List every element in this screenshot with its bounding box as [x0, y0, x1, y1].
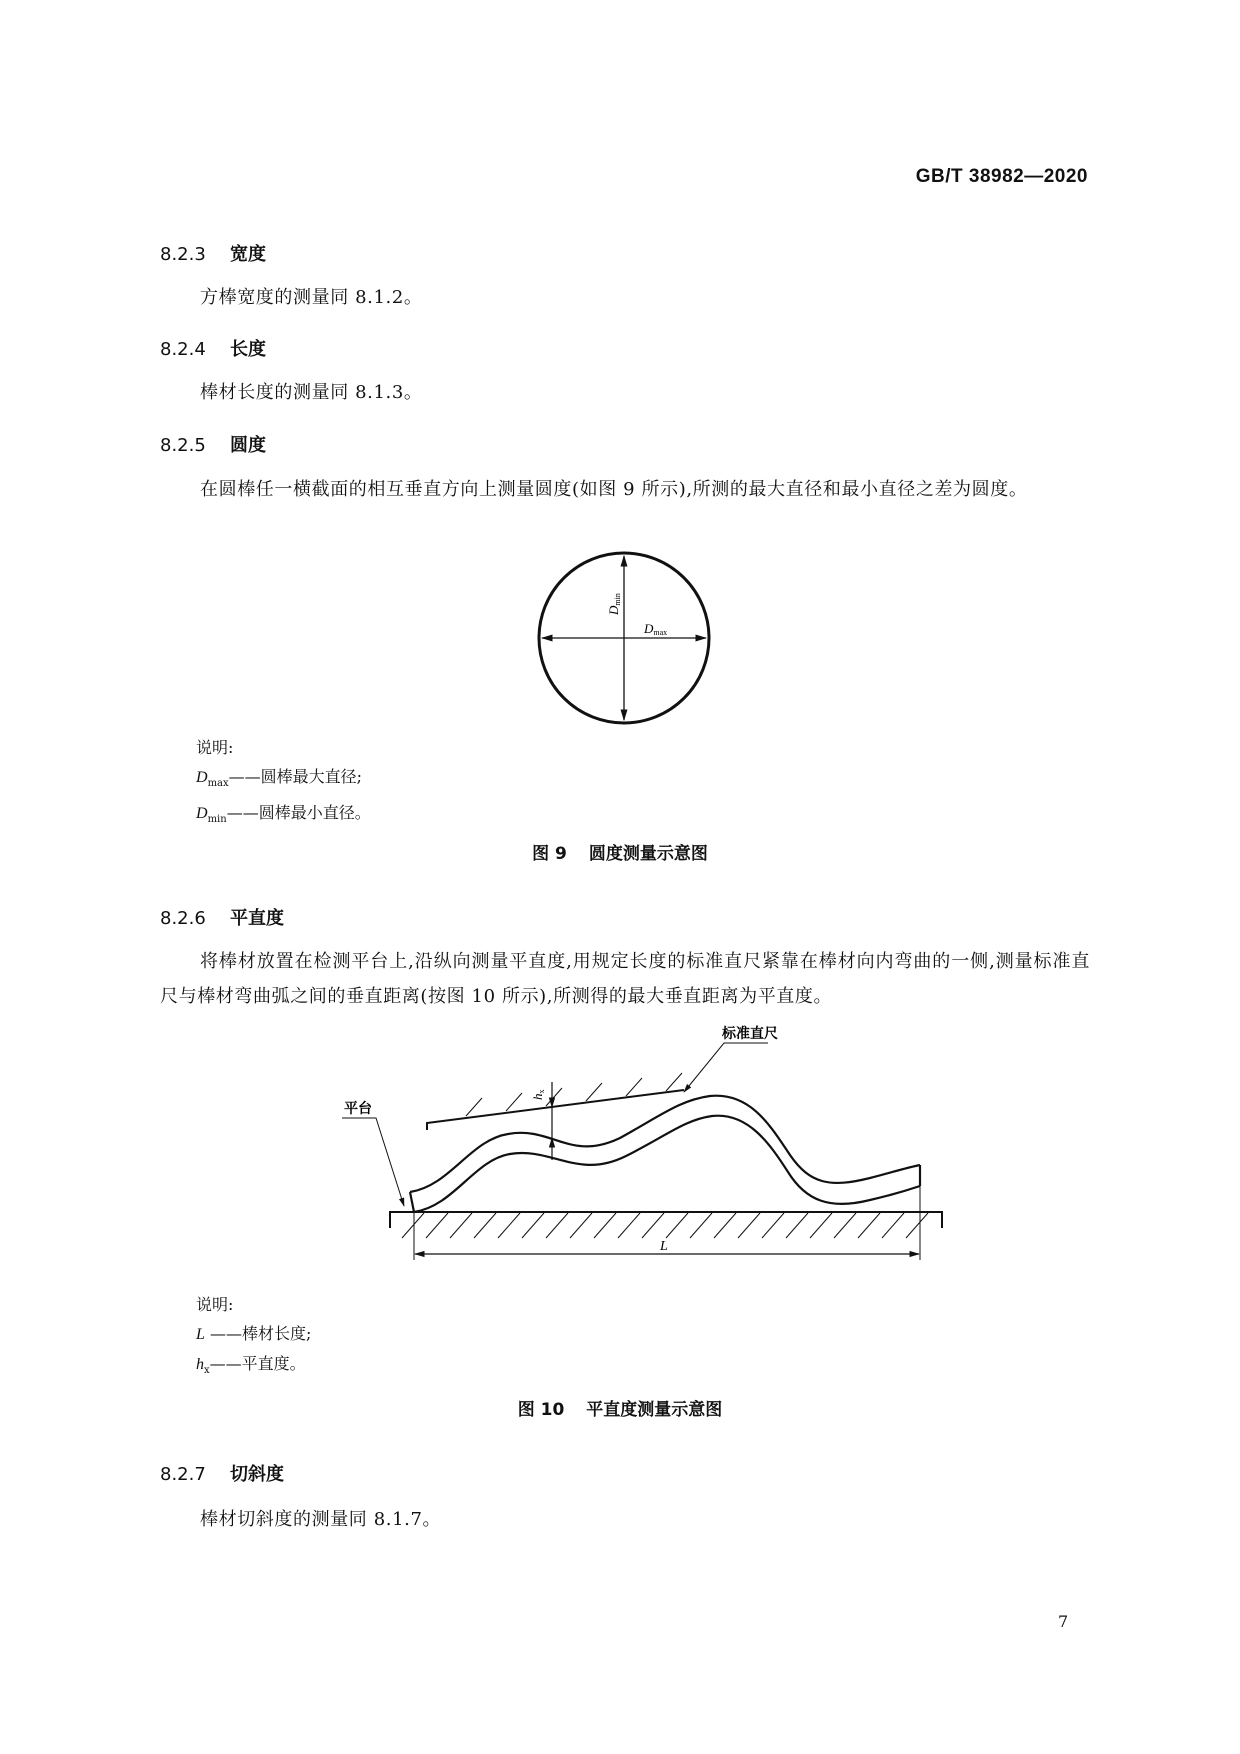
legend-item-dmin: $D_{min}——$圆棒最小直径。	[196, 803, 371, 826]
figure-10-legend	[196, 1290, 311, 1385]
standard-number: GB/T 38982—2020	[915, 166, 1088, 187]
straightedge-label: 标准直尺	[722, 1027, 778, 1042]
platform-label: 平台	[344, 1102, 372, 1117]
paragraph-8-2-5: 在圆棒任一横截面的相互垂直方向上测量圆度(如图 9 所示),所测的最大直径和最小直径之差为圆度。	[200, 479, 1028, 500]
legend-title: 说明:	[196, 1295, 234, 1314]
hx-label: hx	[530, 1089, 546, 1100]
dmin-label: Dmin	[606, 593, 622, 615]
legend-title: 说明:	[196, 738, 234, 757]
section-heading-8-2-6	[160, 904, 284, 930]
legend-item-dmax: $D_{max}——$圆棒最大直径;	[196, 767, 363, 790]
dmax-label: Dmax	[644, 621, 668, 637]
section-title: 宽度	[230, 244, 266, 265]
section-heading-8-2-3	[160, 240, 266, 266]
section-number: 8.2.6	[160, 908, 206, 929]
section-heading-8-2-7	[160, 1460, 284, 1486]
paragraph-8-2-3: 方棒宽度的测量同 8.1.2。	[200, 287, 423, 308]
section-title: 平直度	[230, 908, 284, 929]
section-number: 8.2.5	[160, 435, 206, 456]
straightness-diagram	[330, 1020, 950, 1290]
section-title: 长度	[230, 339, 266, 360]
paragraph-8-2-6: 将棒材放置在检测平台上,沿纵向测量平直度,用规定长度的标准直尺紧靠在棒材向内弯曲的一侧,测量标准直尺与棒材弯曲弧之间的垂直距离(按图 10 所示),所测得的最大垂直距离为平直度。	[160, 951, 1090, 1007]
length-label: L	[660, 1239, 668, 1254]
platform-leader	[342, 1118, 404, 1206]
figure-9-legend	[196, 733, 371, 834]
section-number: 8.2.3	[160, 244, 206, 265]
figure-9-caption: 图 9 圆度测量示意图	[532, 844, 708, 864]
section-number: 8.2.7	[160, 1464, 206, 1485]
roundness-diagram	[520, 545, 730, 735]
section-number: 8.2.4	[160, 339, 206, 360]
section-title: 切斜度	[230, 1464, 284, 1485]
figure-10-caption: 图 10 平直度测量示意图	[517, 1400, 723, 1420]
paragraph-8-2-7: 棒材切斜度的测量同 8.1.7。	[200, 1509, 442, 1530]
test-platform	[390, 1212, 942, 1238]
straightedge-leader	[684, 1043, 768, 1092]
legend-item-straightness: $h_x——$平直度。	[196, 1354, 306, 1377]
legend-item-length: L ——棒材长度;	[196, 1324, 312, 1343]
standard-straightedge	[427, 1073, 684, 1130]
section-heading-8-2-4	[160, 335, 266, 361]
section-title: 圆度	[230, 435, 266, 456]
page-number: 7	[1058, 1612, 1069, 1631]
section-heading-8-2-5	[160, 431, 266, 457]
paragraph-8-2-4: 棒材长度的测量同 8.1.3。	[200, 382, 423, 403]
bent-bar	[410, 1096, 920, 1212]
